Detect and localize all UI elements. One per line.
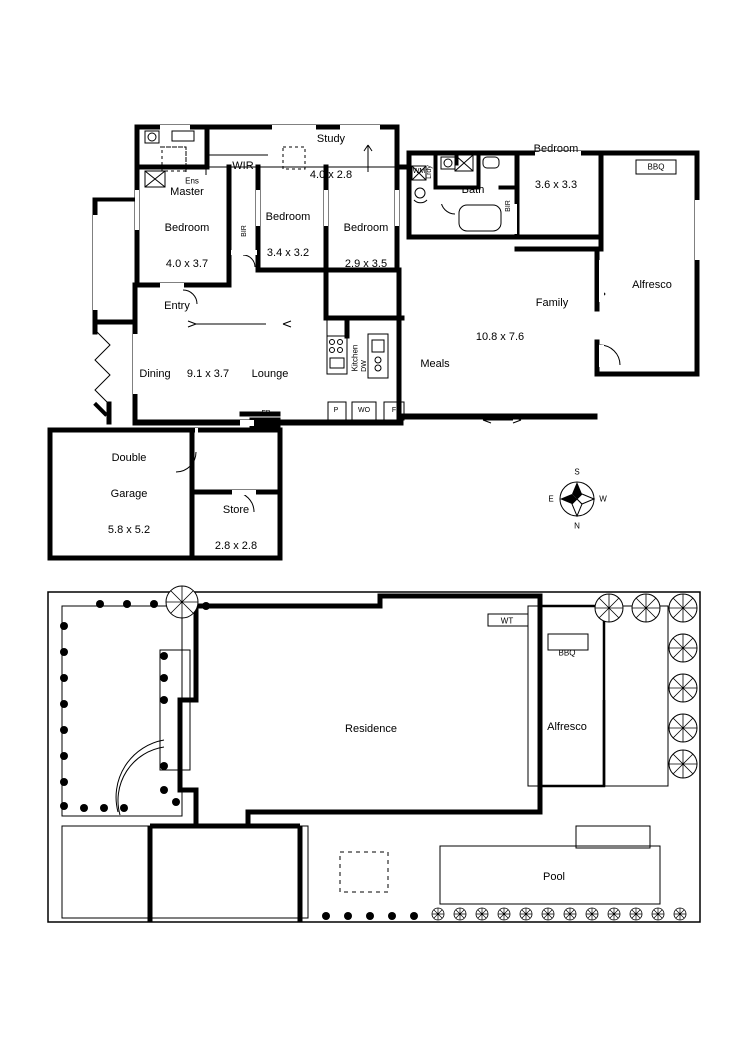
room-label-alfresco: Alfresco (632, 279, 672, 291)
site-label-alfresco: Alfresco (547, 721, 587, 733)
room-label-bath: Bath (461, 184, 485, 196)
fixture-label-bir-2: BIR (505, 200, 512, 212)
fixture-label-fireplace: FP (261, 410, 271, 417)
room-label-dining: Dining (139, 368, 171, 380)
fixture-label-pantry: P (333, 407, 339, 414)
site-label-pool: Pool (542, 871, 566, 883)
room-label-bedroom-3: Bedroom 2.9 x 3.5 (343, 222, 389, 270)
room-label-meals: Meals (420, 358, 450, 370)
fixture-label-bbq-upper: BBQ (647, 162, 665, 172)
compass-label-south: S (574, 467, 580, 477)
compass-rose (560, 482, 594, 516)
fixture-label-laundry: Lrdy (426, 165, 433, 179)
room-label-store: Store 2.8 x 2.8 (214, 504, 258, 552)
site-label-bbq: BBQ (558, 648, 576, 658)
site-label-water-tank: WT (500, 616, 514, 626)
site-label-residence: Residence (345, 723, 397, 735)
fixture-label-dishwasher: DW (361, 360, 368, 372)
compass-label-north: N (574, 521, 580, 531)
room-label-bedroom-4: Bedroom 3.6 x 3.3 (533, 143, 579, 191)
fixture-label-fridge: F (391, 407, 397, 414)
room-label-double-garage: Double Garage 5.8 x 5.2 (107, 452, 151, 536)
room-label-family: Family (535, 297, 569, 309)
room-label-lounge: Lounge (251, 368, 289, 380)
compass-label-east: E (548, 494, 554, 504)
room-label-master-bedroom: Master Bedroom 4.0 x 3.7 (164, 186, 210, 270)
room-dims-dining-lounge: 9.1 x 3.7 (186, 368, 230, 380)
room-label-wir: WIR (232, 160, 254, 172)
compass-label-west: W (599, 494, 607, 504)
room-label-entry: Entry (164, 300, 190, 312)
fixture-label-bir-1: BIR (241, 225, 248, 237)
fixture-label-wm: WM (412, 168, 426, 175)
room-dims-family: 10.8 x 7.6 (475, 331, 525, 343)
room-label-study: Study 4.0 x 2.8 (309, 133, 353, 181)
fixture-label-wall-oven: WO (357, 407, 371, 414)
room-label-ens: Ens (185, 176, 199, 186)
room-label-kitchen: Kitchen (350, 344, 360, 372)
room-label-bedroom-2: Bedroom 3.4 x 3.2 (265, 211, 311, 259)
